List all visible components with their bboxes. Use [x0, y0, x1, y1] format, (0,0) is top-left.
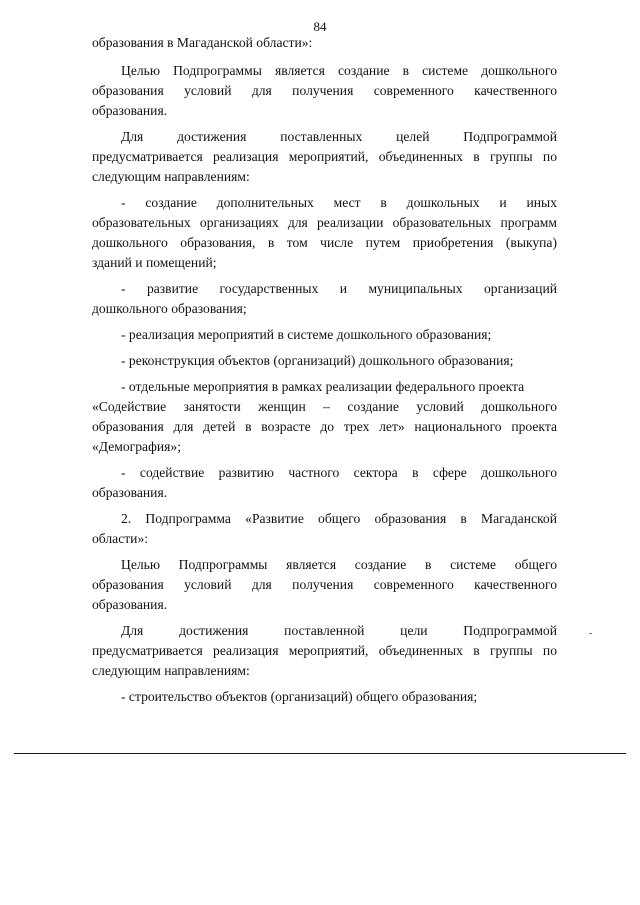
text-line: следующим направлениям: — [92, 169, 250, 184]
page-number: 84 — [313, 19, 327, 34]
text-line: Целью Подпрограммы является создание в системе дошкольного — [121, 63, 557, 78]
text-line: образования условий для получения современного качественного — [92, 577, 557, 592]
text-line: образования. — [92, 103, 168, 118]
text-line: предусматривается реализация мероприятий, объединенных в группы по — [92, 149, 557, 164]
text-line: образования. — [92, 485, 168, 500]
text-line: - содействие развитию частного сектора в сфере дошкольного — [121, 465, 557, 480]
text-line: следующим направлениям: — [92, 663, 250, 678]
text-line: - развитие государственных и муниципальных организаций — [121, 281, 557, 296]
text-line: области»: — [92, 531, 149, 546]
text-line: образования. — [92, 597, 168, 612]
text-line: образовательных организациях для реализации образовательных программ — [92, 215, 557, 230]
text-line: Для достижения поставленных целей Подпрограммой — [121, 129, 557, 144]
text-line: - отдельные мероприятия в рамках реализации федерального проекта — [121, 379, 525, 394]
text-line: 2. Подпрограмма «Развитие общего образования в Магаданской — [121, 511, 557, 526]
text-line: - создание дополнительных мест в дошкольных и иных — [121, 195, 557, 210]
text-line: - строительство объектов (организаций) общего образования; — [121, 689, 478, 704]
text-line: - реконструкция объектов (организаций) дошкольного образования; — [121, 353, 514, 368]
text-line: «Демография»; — [92, 439, 181, 454]
page-bottom-rule — [14, 753, 626, 754]
text-line: образования в Магаданской области»: — [92, 35, 313, 50]
text-line: дошкольного образования, в том числе путем приобретения (выкупа) — [92, 235, 557, 250]
text-line: Для достижения поставленной цели Подпрограммой — [121, 623, 557, 638]
text-line: Целью Подпрограммы является создание в системе общего — [121, 557, 557, 572]
text-line: предусматривается реализация мероприятий, объединенных в группы по — [92, 643, 557, 658]
text-line: дошкольного образования; — [92, 301, 247, 316]
text-line: образования для детей в возрасте до трех лет» национального проекта — [92, 419, 557, 434]
text-line: зданий и помещений; — [92, 255, 217, 270]
text-line: - реализация мероприятий в системе дошкольного образования; — [121, 327, 492, 342]
text-line: «Содействие занятости женщин – создание условий дошкольного — [92, 399, 557, 414]
text-line: образования условий для получения современного качественного — [92, 83, 557, 98]
scan-mark — [589, 633, 592, 634]
